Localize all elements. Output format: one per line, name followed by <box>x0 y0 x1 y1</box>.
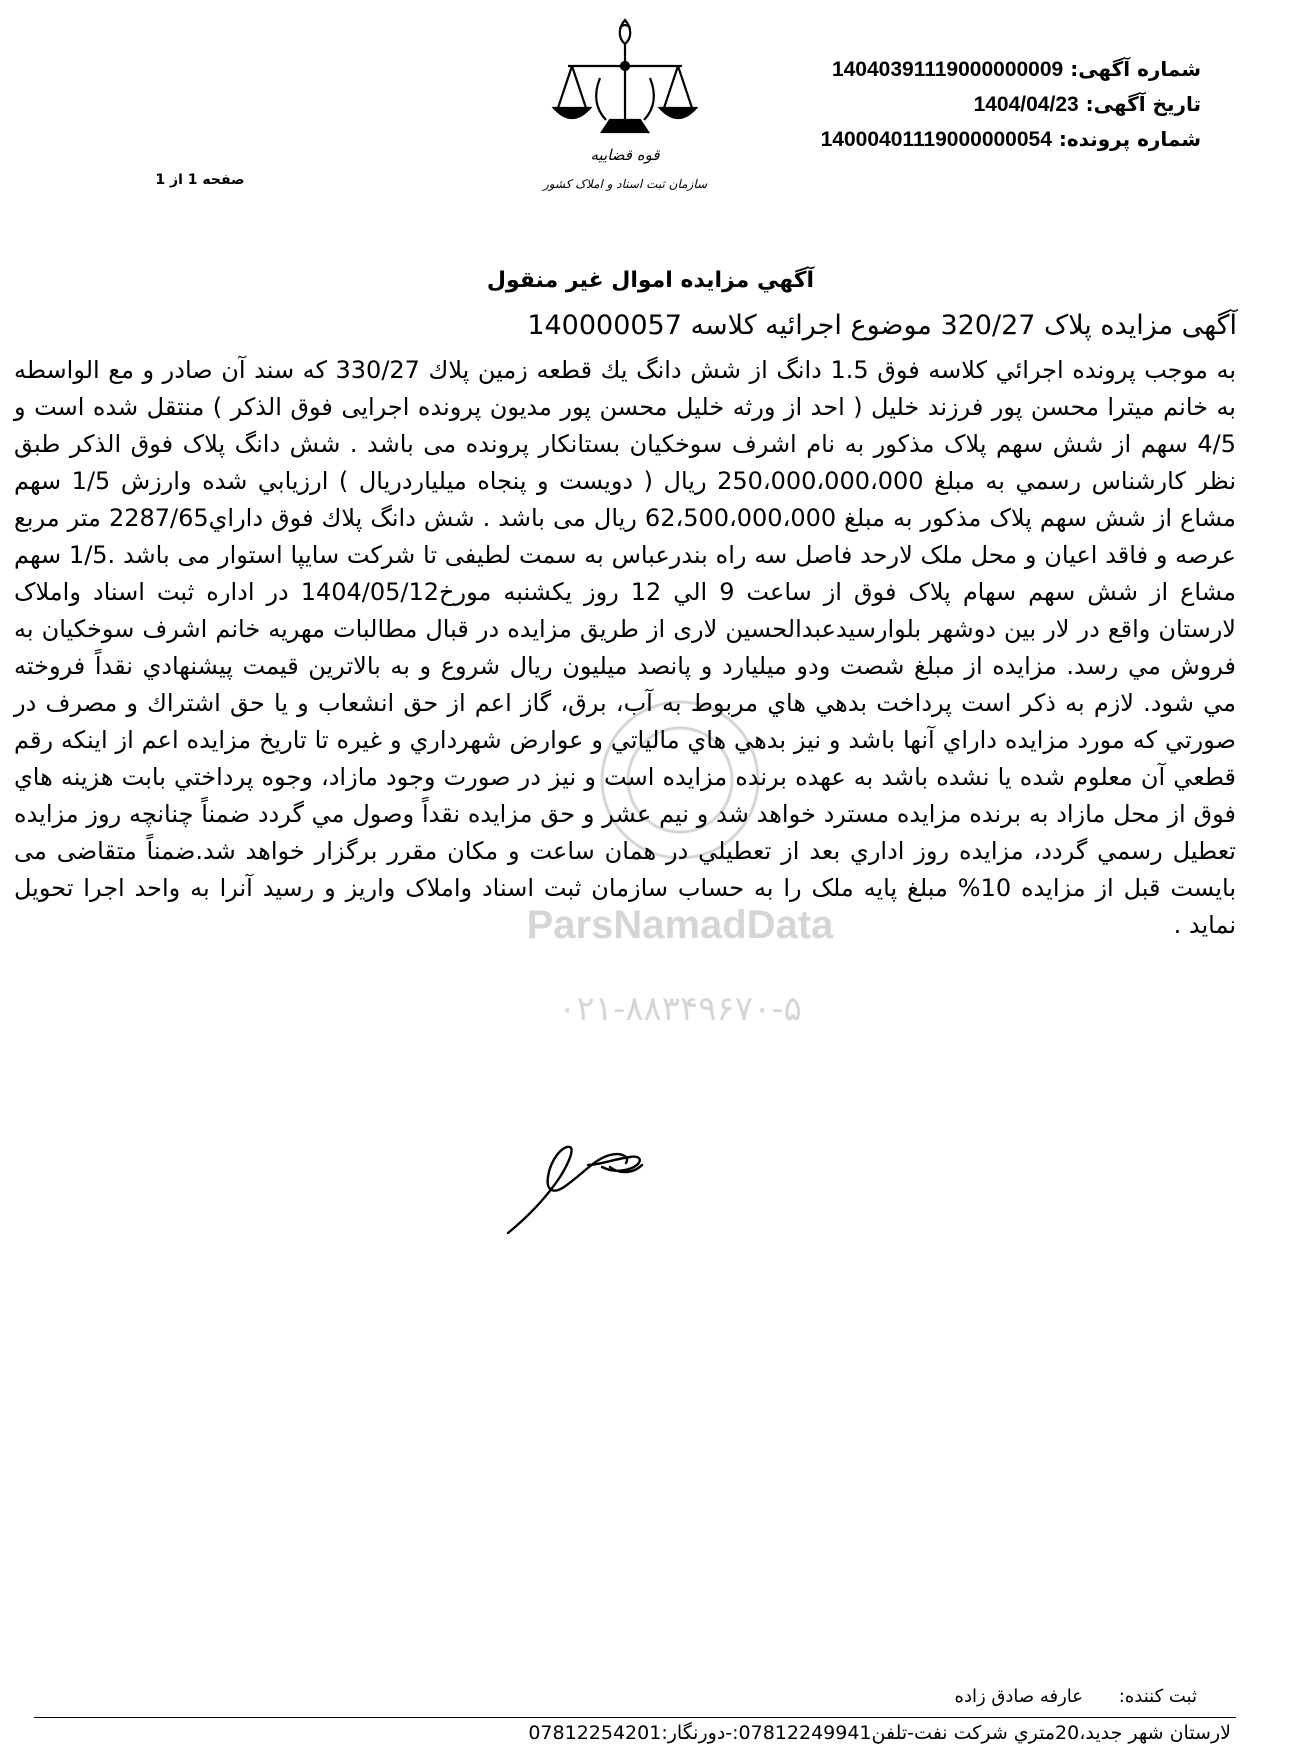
notice-date: 1404/04/23 <box>973 93 1079 116</box>
notice-date-row <box>781 87 1201 122</box>
watermark-logo-icon <box>470 670 890 1060</box>
page-info: صفحه 1 از 1 <box>155 172 245 188</box>
signature-icon <box>490 1125 690 1245</box>
registrar <box>955 1686 1197 1707</box>
file-number-row <box>781 122 1201 157</box>
footer-divider <box>34 1717 1236 1718</box>
judiciary-emblem-icon <box>540 8 710 218</box>
registrar-label: ثبت کننده: <box>1118 1686 1197 1707</box>
emblem-line-1: قوه قضاییه <box>590 146 660 164</box>
watermark-brand: ParsNamadData <box>526 903 834 947</box>
file-number-label: شماره پرونده: <box>1058 127 1201 151</box>
notice-number: 14040391119000000009 <box>831 58 1064 81</box>
auction-subject: آگهی مزایده پلاک 320/27 موضوع اجرائیه کلاسه 140000057 <box>527 310 1237 341</box>
registrar-name: عارفه صادق زاده <box>954 1686 1084 1707</box>
notice-number-row <box>781 52 1201 87</box>
notice-date-label: تاریخ آگهی: <box>1085 92 1201 116</box>
emblem-line-2: سازمان ثبت اسناد و املاک کشور <box>542 177 708 191</box>
watermark-phone: ۰۲۱-۸۸۳۴۹۶۷۰-۵ <box>558 989 802 1029</box>
notice-number-label: شماره آگهی: <box>1070 57 1201 81</box>
file-number: 14000401119000000054 <box>820 128 1052 151</box>
footer-address: لارستان شهر جديد،20متري شركت نفت-تلفن07812249941:-دورنگار:07812254201 <box>528 1722 1231 1744</box>
notice-body: به موجب پرونده اجرائي كلاسه فوق 1.5 دانگ از شش دانگ يك قطعه زمين پلاك 330/27 كه سند آن صادر و مع الواسطه به خانم میترا محسن پور فرزند خلیل ( احد از ورثه خلیل محسن پور مدیون پرونده اجرایی فوق الذکر ) منتقل شده است و 4/5 سهم از شش سهم پلاک مذکور به نام اشرف سوخکیان بستانکار پرونده می باشد . شش دانگ پلاک فوق الذكر طبق نظر كارشناس رسمي به مبلغ 250،000،000،000 ريال ( دویست و پنجاه میلیاردریال ) ارزيابي شده وارزش 1/5 سهم مشاع از شش سهم پلاک مذکور به مبلغ 62،500،000،000 ريال می باشد . شش دانگ پلاك فوق داراي2287/65 متر مربع عرصه و فاقد اعیان و محل ملک لارحد فاصل سه راه بندرعباس به سمت لطیفی تا شرکت سایپا استوار می باشد .1/5 سهم مشاع از شش سهم سهام پلاک فوق از ساعت 9 الي 12 روز يكشنبه مورخ1404/05/12 در اداره ثبت اسناد واملاک لارستان واقع در لار بین دوشهر بلوارسیدعبدالحسین لاری از طريق مزايده در قبال مطالبات مهریه خانم اشرف سوخکیان به فروش مي رسد. مزايده از مبلغ شصت ودو میلیارد و پانصد میلیون ريال شروع و به بالاترين قيمت پيشنهادي نقداً فروخته مي شود. لازم به ذكر است پرداخت بدهي هاي مربوط به آب، برق، گاز اعم از حق انشعاب و يا حق اشتراك و مصرف در صورتي كه مورد مزايده داراي آنها باشد و نيز بدهي هاي مالياتي و عوارض شهرداري و غيره تا تاريخ مزايده اعم از اينكه رقم قطعي آن معلوم شده يا نشده باشد به عهده برنده مزايده است و نيز در صورت وجود مازاد، وجوه پرداختي بابت هزينه هاي فوق از محل مازاد به برنده مزايده مسترد خواهد شد و نيم عشر و حق مزايده نقداً وصول مي گردد ضمناً چنانچه روز مزايده تعطيل رسمي گردد، مزايده روز اداري بعد از تعطيلي در همان ساعت و مكان مقرر برگزار خواهد شد.ضمناً متقاضی می بایست قبل از مزایده 10% مبلغ پایه ملک را به حساب سازمان ثبت اسناد واملاک واریز و رسید آنرا به واحد اجرا تحویل نماید . <box>14 356 1237 939</box>
notice-meta <box>781 52 1201 157</box>
document-title: آگهي مزايده اموال غير منقول <box>486 268 815 293</box>
